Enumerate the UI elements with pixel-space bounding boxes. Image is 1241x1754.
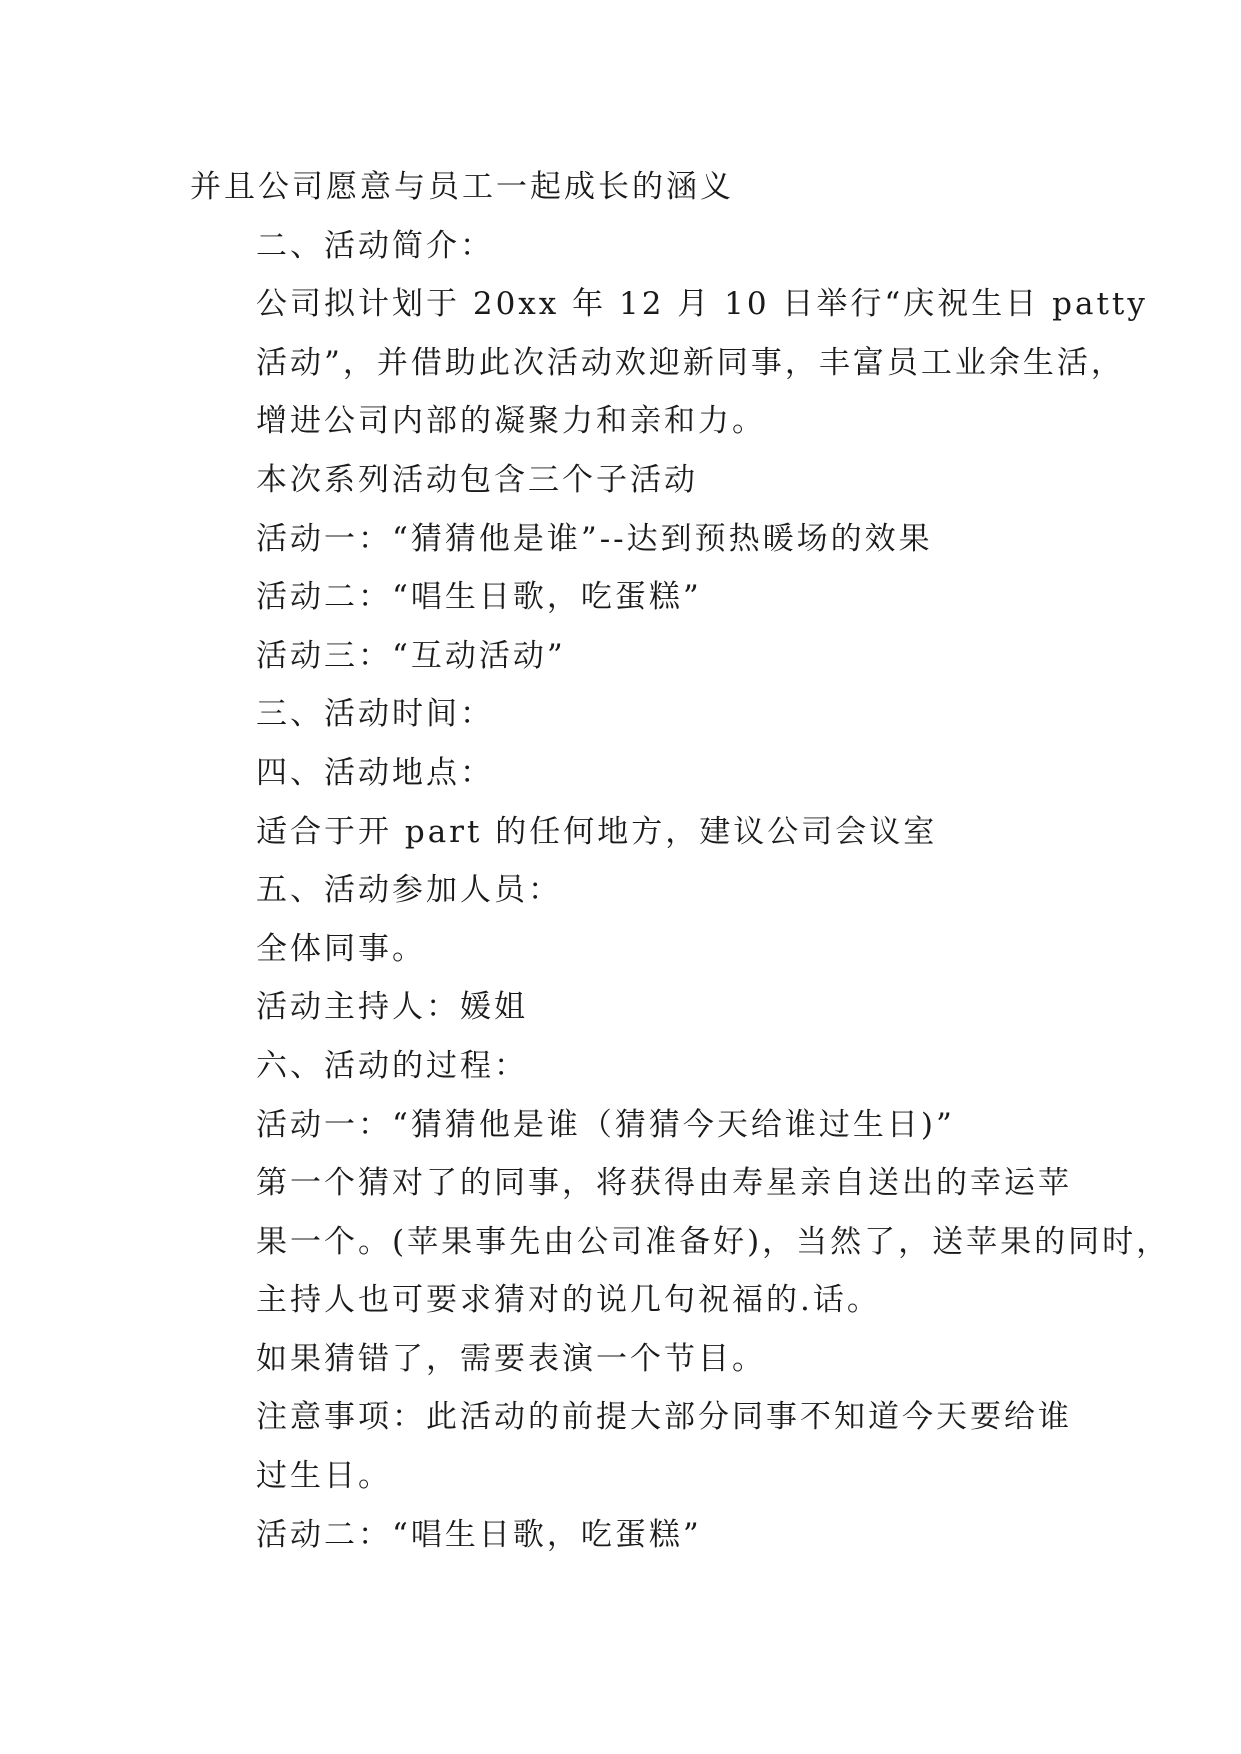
text-line: 增进公司内部的凝聚力和亲和力。	[256, 403, 766, 440]
text-line: 活动主持人：媛姐	[256, 989, 528, 1026]
document-body	[190, 158, 1171, 1564]
text-line: 第一个猜对了的同事，将获得由寿星亲自送出的幸运苹	[256, 1165, 1072, 1202]
paragraph	[190, 920, 1060, 979]
paragraph	[190, 1037, 1060, 1096]
paragraph	[190, 627, 1060, 686]
text-line: 活动一：“猜猜他是谁”--达到预热暖场的效果	[256, 520, 933, 557]
text-line: 过生日。	[256, 1458, 392, 1495]
text-line: 注意事项：此活动的前提大部分同事不知道今天要给谁	[256, 1399, 1072, 1436]
paragraph	[190, 451, 1060, 510]
text-line: 果一个。(苹果事先由公司准备好)，当然了，送苹果的同时，	[256, 1223, 1171, 1260]
text-line: 二、活动简介：	[256, 227, 494, 264]
text-line: 公司拟计划于 20xx 年 12 月 10 日举行“庆祝生日 patty	[256, 286, 1148, 323]
text-line: 活动二：“唱生日歌，吃蛋糕”	[256, 1516, 702, 1553]
paragraph	[190, 275, 1148, 451]
text-line: 如果猜错了，需要表演一个节目。	[256, 1340, 766, 1377]
text-line: 本次系列活动包含三个子活动	[256, 461, 698, 498]
paragraph	[190, 568, 1060, 627]
text-line: 主持人也可要求猜对的说几句祝福的.话。	[256, 1282, 881, 1319]
text-line: 活动二：“唱生日歌，吃蛋糕”	[256, 579, 702, 616]
paragraph	[190, 1096, 1060, 1155]
text-line: 活动三：“互动活动”	[256, 637, 566, 674]
text-line: 并且公司愿意与员工一起成长的涵义	[190, 169, 734, 205]
paragraph	[190, 685, 1060, 744]
paragraph	[190, 158, 1060, 217]
text-line: 全体同事。	[256, 930, 426, 967]
paragraph	[190, 217, 1060, 276]
text-line: 四、活动地点：	[256, 754, 494, 791]
paragraph	[190, 1506, 1060, 1565]
paragraph	[190, 978, 1060, 1037]
text-line: 三、活动时间：	[256, 696, 494, 733]
paragraph	[190, 1330, 1060, 1389]
paragraph	[190, 1154, 1171, 1330]
text-line: 适合于开 part 的任何地方，建议公司会议室	[256, 813, 938, 850]
paragraph	[190, 861, 1060, 920]
paragraph	[190, 510, 1060, 569]
text-line: 六、活动的过程：	[256, 1047, 528, 1084]
paragraph	[190, 803, 1060, 862]
paragraph	[190, 744, 1060, 803]
text-line: 五、活动参加人员：	[256, 872, 562, 909]
text-line: 活动一：“猜猜他是谁（猜猜今天给谁过生日)”	[256, 1106, 955, 1143]
paragraph	[190, 1388, 1072, 1505]
text-line: 活动”，并借助此次活动欢迎新同事，丰富员工业余生活，	[256, 344, 1125, 381]
